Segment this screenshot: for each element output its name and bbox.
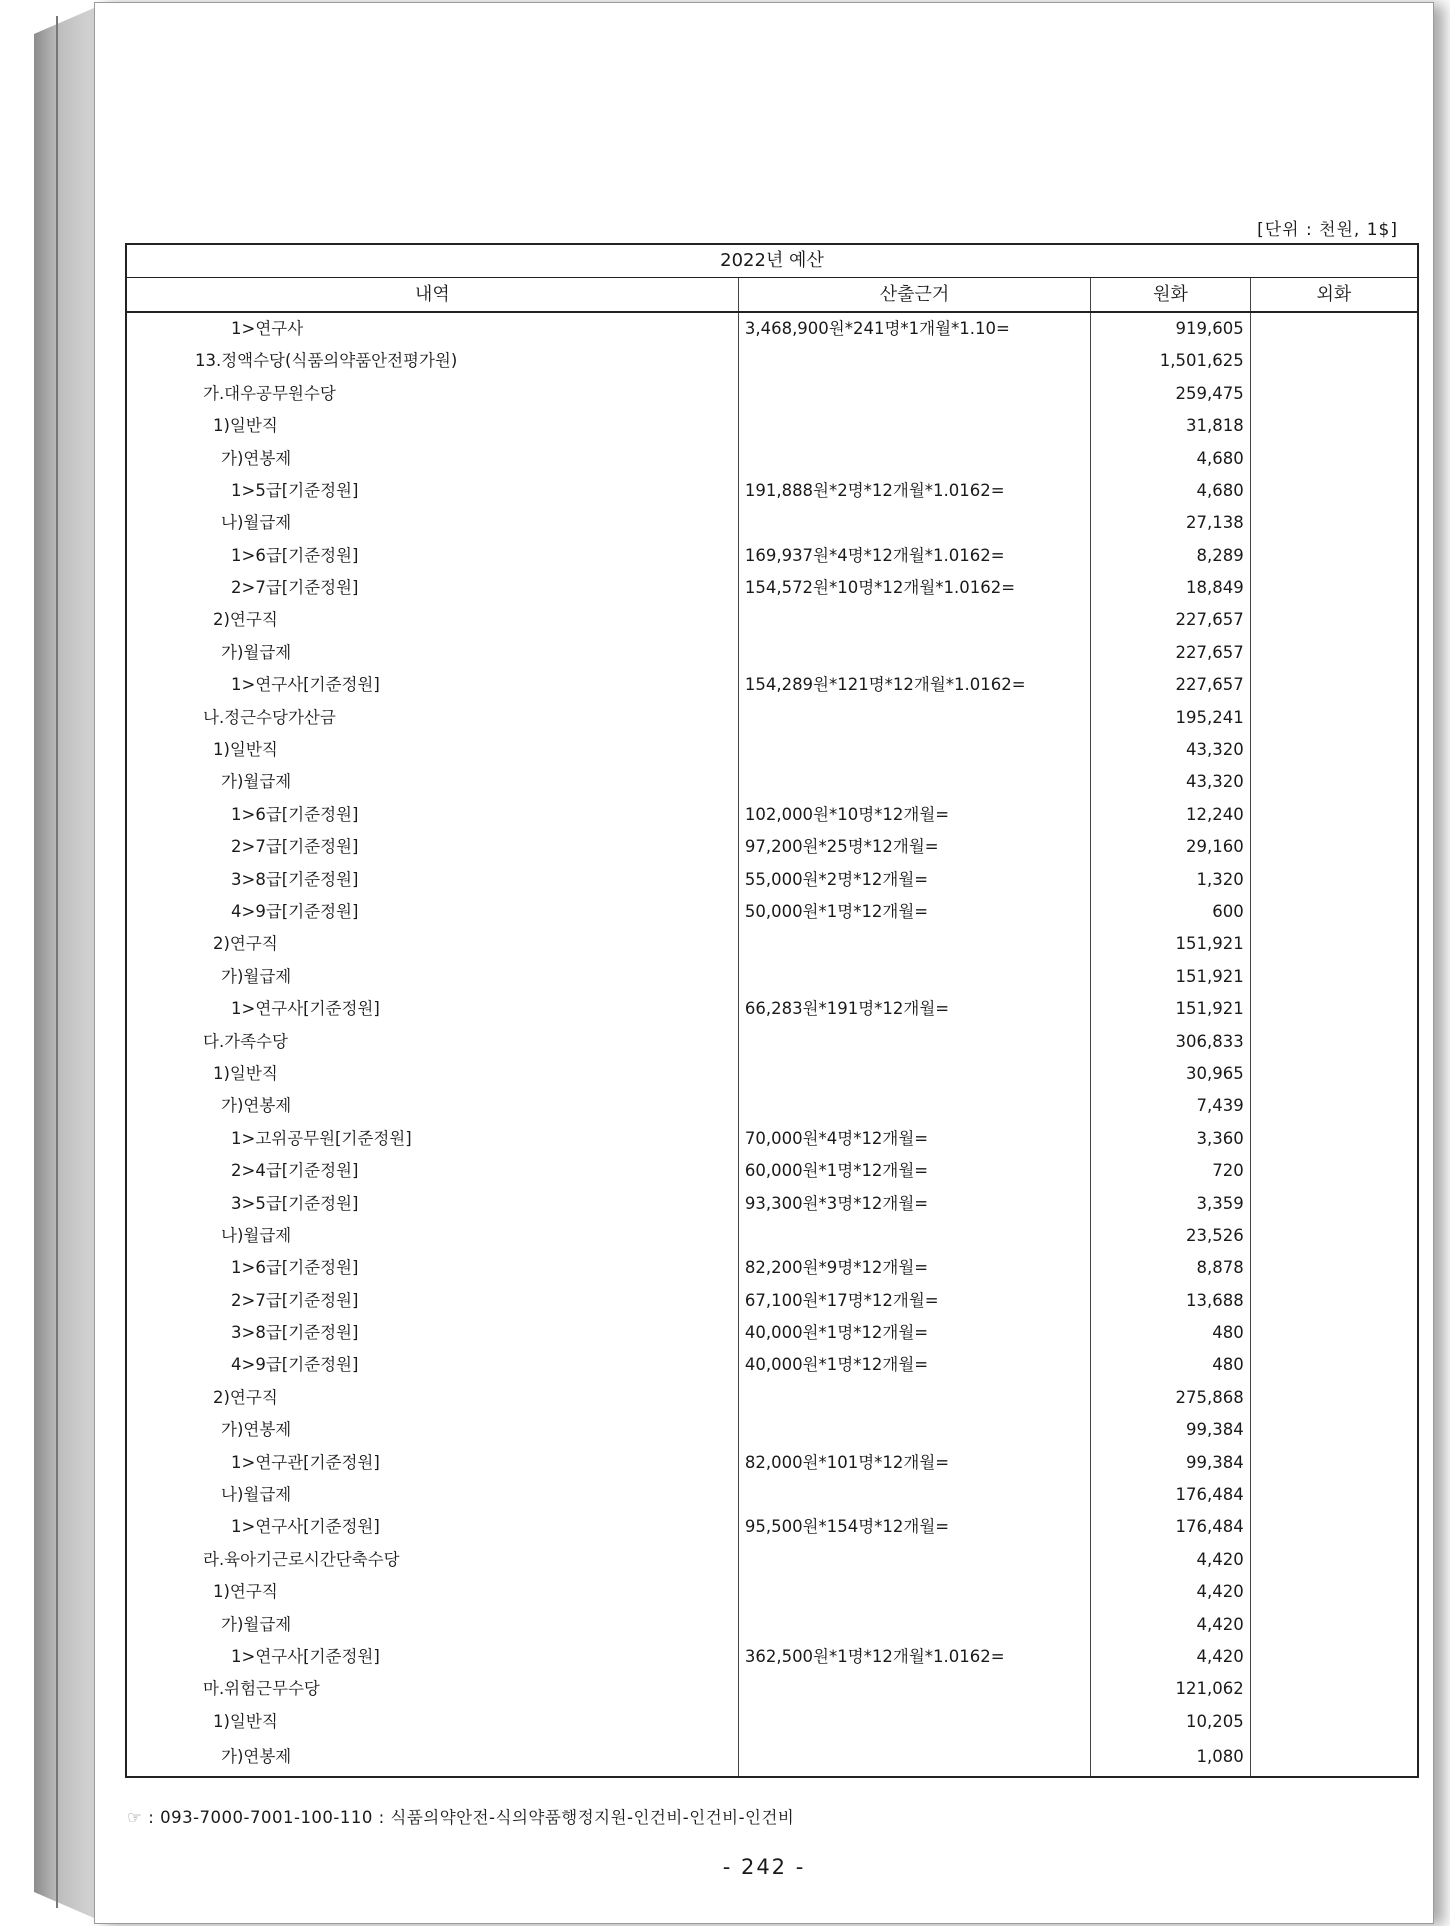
row-item-label: 2>4급[기준정원]: [126, 1155, 738, 1187]
row-fx-amount: [1250, 572, 1418, 604]
row-basis: [738, 637, 1090, 669]
table-row: [126, 993, 1418, 1025]
row-basis: [738, 928, 1090, 960]
table-row: [126, 1673, 1418, 1705]
table-row: [126, 1187, 1418, 1219]
row-krw-amount: 121,062: [1091, 1673, 1251, 1705]
row-krw-amount: 259,475: [1091, 378, 1251, 410]
year-header-row: [126, 244, 1418, 278]
row-basis: [738, 345, 1090, 377]
table-row: [126, 507, 1418, 539]
row-fx-amount: [1250, 1220, 1418, 1252]
row-basis: 82,200원*9명*12개월=: [738, 1252, 1090, 1284]
row-krw-amount: 3,359: [1091, 1187, 1251, 1219]
budget-code-line: [127, 1804, 794, 1828]
row-fx-amount: [1250, 831, 1418, 863]
row-basis: 40,000원*1명*12개월=: [738, 1317, 1090, 1349]
row-item-label: 가)연봉제: [126, 1090, 738, 1122]
row-item-label: 1>6급[기준정원]: [126, 799, 738, 831]
row-fx-amount: [1250, 1187, 1418, 1219]
row-fx-amount: [1250, 1285, 1418, 1317]
row-fx-amount: [1250, 312, 1418, 345]
table-row: [126, 1511, 1418, 1543]
table-row: [126, 1414, 1418, 1446]
row-fx-amount: [1250, 1511, 1418, 1543]
row-krw-amount: 8,878: [1091, 1252, 1251, 1284]
row-item-label: 가)월급제: [126, 637, 738, 669]
row-item-label: 1>연구사[기준정원]: [126, 669, 738, 701]
row-basis: [738, 507, 1090, 539]
row-krw-amount: 4,680: [1091, 442, 1251, 474]
row-item-label: 1>연구사[기준정원]: [126, 1511, 738, 1543]
row-basis: [738, 961, 1090, 993]
row-item-label: 가)월급제: [126, 1608, 738, 1640]
row-item-label: 3>5급[기준정원]: [126, 1187, 738, 1219]
row-fx-amount: [1250, 928, 1418, 960]
table-row: [126, 1738, 1418, 1777]
row-item-label: 가)연봉제: [126, 1738, 738, 1777]
row-basis: [738, 701, 1090, 733]
row-fx-amount: [1250, 410, 1418, 442]
row-krw-amount: 919,605: [1091, 312, 1251, 345]
row-basis: [738, 1090, 1090, 1122]
row-fx-amount: [1250, 540, 1418, 572]
budget-code-text: : 093-7000-7001-100-110 : 식품의약안전-식의약품행정지원-인건비-인건비-인건비: [148, 1808, 795, 1827]
row-item-label: 1>6급[기준정원]: [126, 1252, 738, 1284]
table-row: [126, 1544, 1418, 1576]
row-fx-amount: [1250, 345, 1418, 377]
row-basis: 97,200원*25명*12개월=: [738, 831, 1090, 863]
row-krw-amount: 29,160: [1091, 831, 1251, 863]
pointing-hand-icon: ☞: [127, 1808, 143, 1827]
row-basis: 102,000원*10명*12개월=: [738, 799, 1090, 831]
row-basis: 40,000원*1명*12개월=: [738, 1349, 1090, 1381]
row-item-label: 1)연구직: [126, 1576, 738, 1608]
row-basis: [738, 1220, 1090, 1252]
row-item-label: 1>6급[기준정원]: [126, 540, 738, 572]
row-krw-amount: 4,680: [1091, 475, 1251, 507]
row-item-label: 나)월급제: [126, 507, 738, 539]
row-item-label: 1>연구사[기준정원]: [126, 993, 738, 1025]
row-krw-amount: 227,657: [1091, 669, 1251, 701]
table-row: [126, 604, 1418, 636]
row-basis: 82,000원*101명*12개월=: [738, 1446, 1090, 1478]
row-item-label: 4>9급[기준정원]: [126, 896, 738, 928]
row-krw-amount: 7,439: [1091, 1090, 1251, 1122]
row-basis: [738, 1576, 1090, 1608]
row-krw-amount: 30,965: [1091, 1058, 1251, 1090]
row-item-label: 가)연봉제: [126, 1414, 738, 1446]
row-item-label: 1)일반직: [126, 734, 738, 766]
row-krw-amount: 43,320: [1091, 734, 1251, 766]
table-row: [126, 345, 1418, 377]
row-fx-amount: [1250, 799, 1418, 831]
row-fx-amount: [1250, 1446, 1418, 1478]
row-krw-amount: 4,420: [1091, 1576, 1251, 1608]
row-item-label: 1)일반직: [126, 1706, 738, 1738]
row-basis: 70,000원*4명*12개월=: [738, 1123, 1090, 1155]
row-krw-amount: 151,921: [1091, 928, 1251, 960]
row-krw-amount: 4,420: [1091, 1608, 1251, 1640]
row-item-label: 1>고위공무원[기준정원]: [126, 1123, 738, 1155]
row-basis: 169,937원*4명*12개월*1.0162=: [738, 540, 1090, 572]
row-item-label: 마.위험근무수당: [126, 1673, 738, 1705]
row-krw-amount: 99,384: [1091, 1414, 1251, 1446]
table-row: [126, 669, 1418, 701]
row-fx-amount: [1250, 863, 1418, 895]
row-item-label: 나)월급제: [126, 1479, 738, 1511]
table-row: [126, 701, 1418, 733]
row-krw-amount: 1,080: [1091, 1738, 1251, 1777]
row-basis: 154,289원*121명*12개월*1.0162=: [738, 669, 1090, 701]
row-krw-amount: 4,420: [1091, 1544, 1251, 1576]
row-krw-amount: 4,420: [1091, 1641, 1251, 1673]
table-row: [126, 1155, 1418, 1187]
row-fx-amount: [1250, 1641, 1418, 1673]
table-row: [126, 410, 1418, 442]
row-krw-amount: 176,484: [1091, 1479, 1251, 1511]
table-row: [126, 1382, 1418, 1414]
row-krw-amount: 43,320: [1091, 766, 1251, 798]
row-krw-amount: 176,484: [1091, 1511, 1251, 1543]
row-basis: 95,500원*154명*12개월=: [738, 1511, 1090, 1543]
row-krw-amount: 195,241: [1091, 701, 1251, 733]
table-row: [126, 1025, 1418, 1057]
row-basis: [738, 1058, 1090, 1090]
row-krw-amount: 227,657: [1091, 637, 1251, 669]
table-row: [126, 540, 1418, 572]
row-basis: [738, 1738, 1090, 1777]
row-item-label: 가)연봉제: [126, 442, 738, 474]
row-fx-amount: [1250, 1058, 1418, 1090]
row-item-label: 2)연구직: [126, 1382, 738, 1414]
row-fx-amount: [1250, 1123, 1418, 1155]
table-row: [126, 1058, 1418, 1090]
row-item-label: 2>7급[기준정원]: [126, 1285, 738, 1317]
row-item-label: 2>7급[기준정원]: [126, 572, 738, 604]
row-basis: 3,468,900원*241명*1개월*1.10=: [738, 312, 1090, 345]
column-header-row: [126, 278, 1418, 312]
table-row: [126, 766, 1418, 798]
row-basis: [738, 1025, 1090, 1057]
row-fx-amount: [1250, 507, 1418, 539]
table-row: [126, 1446, 1418, 1478]
row-basis: 154,572원*10명*12개월*1.0162=: [738, 572, 1090, 604]
table-row: [126, 637, 1418, 669]
row-basis: [738, 1706, 1090, 1738]
table-row: [126, 1252, 1418, 1284]
table-row: [126, 378, 1418, 410]
row-fx-amount: [1250, 1090, 1418, 1122]
row-basis: [738, 1479, 1090, 1511]
unit-label: [단위 : 천원, 1$]: [1257, 220, 1398, 240]
row-krw-amount: 12,240: [1091, 799, 1251, 831]
row-fx-amount: [1250, 1706, 1418, 1738]
row-fx-amount: [1250, 669, 1418, 701]
row-basis: 66,283원*191명*12개월=: [738, 993, 1090, 1025]
table-body: [126, 312, 1418, 1777]
table-row: [126, 475, 1418, 507]
row-krw-amount: 13,688: [1091, 1285, 1251, 1317]
row-basis: 362,500원*1명*12개월*1.0162=: [738, 1641, 1090, 1673]
binding-edge: [56, 16, 58, 1908]
table-row: [126, 442, 1418, 474]
row-item-label: 가.대우공무원수당: [126, 378, 738, 410]
row-fx-amount: [1250, 766, 1418, 798]
row-fx-amount: [1250, 896, 1418, 928]
row-krw-amount: 3,360: [1091, 1123, 1251, 1155]
row-krw-amount: 1,501,625: [1091, 345, 1251, 377]
column-header-krw: 원화: [1091, 278, 1251, 312]
row-item-label: 가)월급제: [126, 766, 738, 798]
row-item-label: 1>연구사[기준정원]: [126, 1641, 738, 1673]
table-row: [126, 734, 1418, 766]
row-fx-amount: [1250, 1673, 1418, 1705]
row-fx-amount: [1250, 961, 1418, 993]
row-krw-amount: 480: [1091, 1317, 1251, 1349]
column-header-basis: 산출근거: [738, 278, 1090, 312]
table-row: [126, 1576, 1418, 1608]
row-item-label: 나.정근수당가산금: [126, 701, 738, 733]
table-row: [126, 312, 1418, 345]
row-fx-amount: [1250, 1738, 1418, 1777]
row-item-label: 가)월급제: [126, 961, 738, 993]
table-row: [126, 1479, 1418, 1511]
table-row: [126, 1641, 1418, 1673]
row-fx-amount: [1250, 1155, 1418, 1187]
row-fx-amount: [1250, 1349, 1418, 1381]
row-krw-amount: 23,526: [1091, 1220, 1251, 1252]
column-header-fx: 외화: [1250, 278, 1418, 312]
row-basis: [738, 1673, 1090, 1705]
row-krw-amount: 720: [1091, 1155, 1251, 1187]
row-fx-amount: [1250, 1576, 1418, 1608]
row-krw-amount: 275,868: [1091, 1382, 1251, 1414]
row-item-label: 13.정액수당(식품의약품안전평가원): [126, 345, 738, 377]
row-krw-amount: 480: [1091, 1349, 1251, 1381]
row-item-label: 라.육아기근로시간단축수당: [126, 1544, 738, 1576]
table-row: [126, 928, 1418, 960]
row-fx-amount: [1250, 1317, 1418, 1349]
document-page: [94, 2, 1434, 1924]
row-item-label: 3>8급[기준정원]: [126, 1317, 738, 1349]
table-row: [126, 572, 1418, 604]
table-row: [126, 1317, 1418, 1349]
table-row: [126, 896, 1418, 928]
row-fx-amount: [1250, 637, 1418, 669]
column-header-item: 내역: [126, 278, 738, 312]
row-fx-amount: [1250, 1252, 1418, 1284]
row-item-label: 1)일반직: [126, 410, 738, 442]
row-krw-amount: 99,384: [1091, 1446, 1251, 1478]
row-fx-amount: [1250, 442, 1418, 474]
row-krw-amount: 8,289: [1091, 540, 1251, 572]
budget-table: [125, 243, 1419, 1778]
table-row: [126, 1220, 1418, 1252]
row-basis: [738, 734, 1090, 766]
row-item-label: 1>5급[기준정원]: [126, 475, 738, 507]
row-basis: 55,000원*2명*12개월=: [738, 863, 1090, 895]
row-fx-amount: [1250, 1479, 1418, 1511]
row-fx-amount: [1250, 701, 1418, 733]
row-basis: 191,888원*2명*12개월*1.0162=: [738, 475, 1090, 507]
row-fx-amount: [1250, 993, 1418, 1025]
table-row: [126, 1706, 1418, 1738]
row-item-label: 2)연구직: [126, 604, 738, 636]
table-row: [126, 961, 1418, 993]
row-krw-amount: 18,849: [1091, 572, 1251, 604]
row-item-label: 1>연구관[기준정원]: [126, 1446, 738, 1478]
table-row: [126, 863, 1418, 895]
row-fx-amount: [1250, 734, 1418, 766]
row-krw-amount: 10,205: [1091, 1706, 1251, 1738]
row-krw-amount: 227,657: [1091, 604, 1251, 636]
row-basis: [738, 1544, 1090, 1576]
row-basis: [738, 1414, 1090, 1446]
row-krw-amount: 151,921: [1091, 961, 1251, 993]
row-item-label: 1)일반직: [126, 1058, 738, 1090]
row-fx-amount: [1250, 1608, 1418, 1640]
row-krw-amount: 151,921: [1091, 993, 1251, 1025]
table-row: [126, 1608, 1418, 1640]
row-basis: [738, 1608, 1090, 1640]
row-basis: [738, 1382, 1090, 1414]
year-header: 2022년 예산: [126, 244, 1418, 278]
row-item-label: 1>연구사: [126, 312, 738, 345]
row-fx-amount: [1250, 475, 1418, 507]
row-item-label: 2)연구직: [126, 928, 738, 960]
table-row: [126, 1349, 1418, 1381]
row-item-label: 2>7급[기준정원]: [126, 831, 738, 863]
row-basis: 50,000원*1명*12개월=: [738, 896, 1090, 928]
row-fx-amount: [1250, 1382, 1418, 1414]
row-fx-amount: [1250, 1414, 1418, 1446]
table-row: [126, 1123, 1418, 1155]
row-basis: [738, 604, 1090, 636]
table-row: [126, 1285, 1418, 1317]
row-item-label: 3>8급[기준정원]: [126, 863, 738, 895]
row-fx-amount: [1250, 1544, 1418, 1576]
table-row: [126, 799, 1418, 831]
row-basis: [738, 442, 1090, 474]
row-item-label: 4>9급[기준정원]: [126, 1349, 738, 1381]
row-basis: [738, 410, 1090, 442]
row-fx-amount: [1250, 604, 1418, 636]
table-row: [126, 1090, 1418, 1122]
page-number: - 242 -: [722, 1855, 806, 1879]
table-row: [126, 831, 1418, 863]
row-basis: 67,100원*17명*12개월=: [738, 1285, 1090, 1317]
row-item-label: 다.가족수당: [126, 1025, 738, 1057]
row-basis: [738, 378, 1090, 410]
row-krw-amount: 600: [1091, 896, 1251, 928]
row-fx-amount: [1250, 378, 1418, 410]
row-krw-amount: 31,818: [1091, 410, 1251, 442]
row-basis: 60,000원*1명*12개월=: [738, 1155, 1090, 1187]
row-fx-amount: [1250, 1025, 1418, 1057]
row-basis: [738, 766, 1090, 798]
row-krw-amount: 27,138: [1091, 507, 1251, 539]
row-krw-amount: 306,833: [1091, 1025, 1251, 1057]
book-binding: [34, 8, 94, 1918]
row-basis: 93,300원*3명*12개월=: [738, 1187, 1090, 1219]
row-krw-amount: 1,320: [1091, 863, 1251, 895]
row-item-label: 나)월급제: [126, 1220, 738, 1252]
